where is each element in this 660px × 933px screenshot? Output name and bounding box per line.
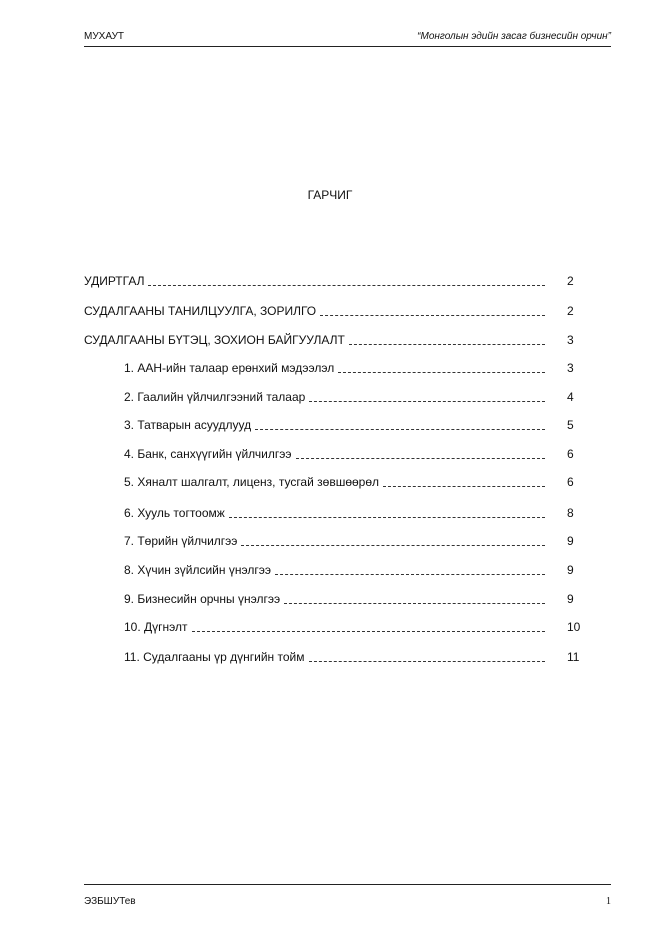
toc-leader — [275, 574, 545, 575]
toc-entry-page: 5 — [567, 418, 574, 432]
toc-entry-label: 1. ААН-ийн талаар ерөнхий мэдээлэл — [124, 361, 335, 375]
toc-leader — [309, 661, 546, 662]
toc-entry[interactable] — [124, 647, 583, 665]
toc-entry-label: 7. Төрийн үйлчилгээ — [124, 534, 238, 548]
toc-entry[interactable] — [84, 301, 583, 319]
toc-leader — [349, 344, 545, 345]
toc-entry-page: 9 — [567, 534, 574, 548]
toc-leader — [338, 372, 545, 373]
toc-leader — [320, 315, 545, 316]
toc-entry-label: 3. Татварын асуудлууд — [124, 418, 252, 432]
toc-leader — [229, 517, 545, 518]
toc-leader — [309, 401, 545, 402]
footer-left: ЭЗБШУТев — [84, 896, 136, 907]
toc-entry-label: СУДАЛГААНЫ ТАНИЛЦУУЛГА, ЗОРИЛГО — [84, 304, 317, 318]
toc-entry-page: 9 — [567, 563, 574, 577]
toc-leader — [241, 545, 545, 546]
toc-entry[interactable] — [124, 531, 583, 549]
toc-entry[interactable] — [124, 589, 583, 607]
footer-rule — [84, 884, 611, 885]
header-left: МУХАУТ — [84, 31, 125, 42]
toc-entry-page: 10 — [567, 620, 581, 634]
toc-entry-page: 4 — [567, 390, 574, 404]
toc-entry[interactable] — [124, 560, 583, 578]
toc-entry-label: 9. Бизнесийн орчны үнэлгээ — [124, 592, 281, 606]
header-right: “Монголын эдийн засаг бизнесийн орчин” — [417, 31, 611, 42]
toc-entry-page: 6 — [567, 475, 574, 489]
toc-entry-page: 11 — [567, 650, 580, 664]
toc-entry[interactable] — [124, 358, 583, 376]
toc-leader — [148, 285, 545, 286]
toc-leader — [296, 458, 545, 459]
footer-page-number: 1 — [606, 896, 611, 907]
toc-entry-label: 8. Хүчин зүйлсийн үнэлгээ — [124, 563, 271, 577]
toc-entry-label: 5. Хяналт шалгалт, лиценз, тусгай зөвшөөрөл — [124, 475, 380, 489]
toc-entry-page: 3 — [567, 333, 574, 347]
toc-title: ГАРЧИГ — [307, 188, 353, 202]
toc-entry[interactable] — [124, 472, 583, 490]
toc-entry-label: 10. Дүгнэлт — [124, 620, 188, 634]
toc-entry[interactable] — [124, 503, 583, 521]
toc-entry-page: 2 — [567, 304, 574, 318]
toc-leader — [383, 486, 545, 487]
toc-leader — [255, 429, 545, 430]
toc-entry-page: 9 — [567, 592, 574, 606]
toc-entry-page: 2 — [567, 274, 574, 288]
toc-entry-label: 2. Гаалийн үйлчилгээний талаар — [124, 390, 306, 404]
toc-entry[interactable] — [124, 444, 583, 462]
toc-entry-label: 6. Хууль тогтоомж — [124, 506, 225, 520]
toc-entry[interactable] — [124, 617, 583, 635]
toc-entry[interactable] — [124, 415, 583, 433]
toc-entry-page: 6 — [567, 447, 574, 461]
toc-entry[interactable] — [124, 387, 583, 405]
toc-entry-page: 3 — [567, 361, 574, 375]
toc-entry-label: СУДАЛГААНЫ БҮТЭЦ, ЗОХИОН БАЙГУУЛАЛТ — [84, 333, 345, 347]
toc-leader — [192, 631, 545, 632]
toc-entry-page: 8 — [567, 506, 574, 520]
toc-entry-label: 4. Банк, санхүүгийн үйлчилгээ — [124, 447, 292, 461]
toc-entry-label: 11. Судалгааны үр дүнгийн тойм — [124, 650, 305, 664]
toc-entry-label: УДИРТГАЛ — [84, 274, 145, 288]
toc-entry[interactable] — [84, 271, 583, 289]
toc-leader — [284, 603, 545, 604]
toc-entry[interactable] — [84, 330, 583, 348]
